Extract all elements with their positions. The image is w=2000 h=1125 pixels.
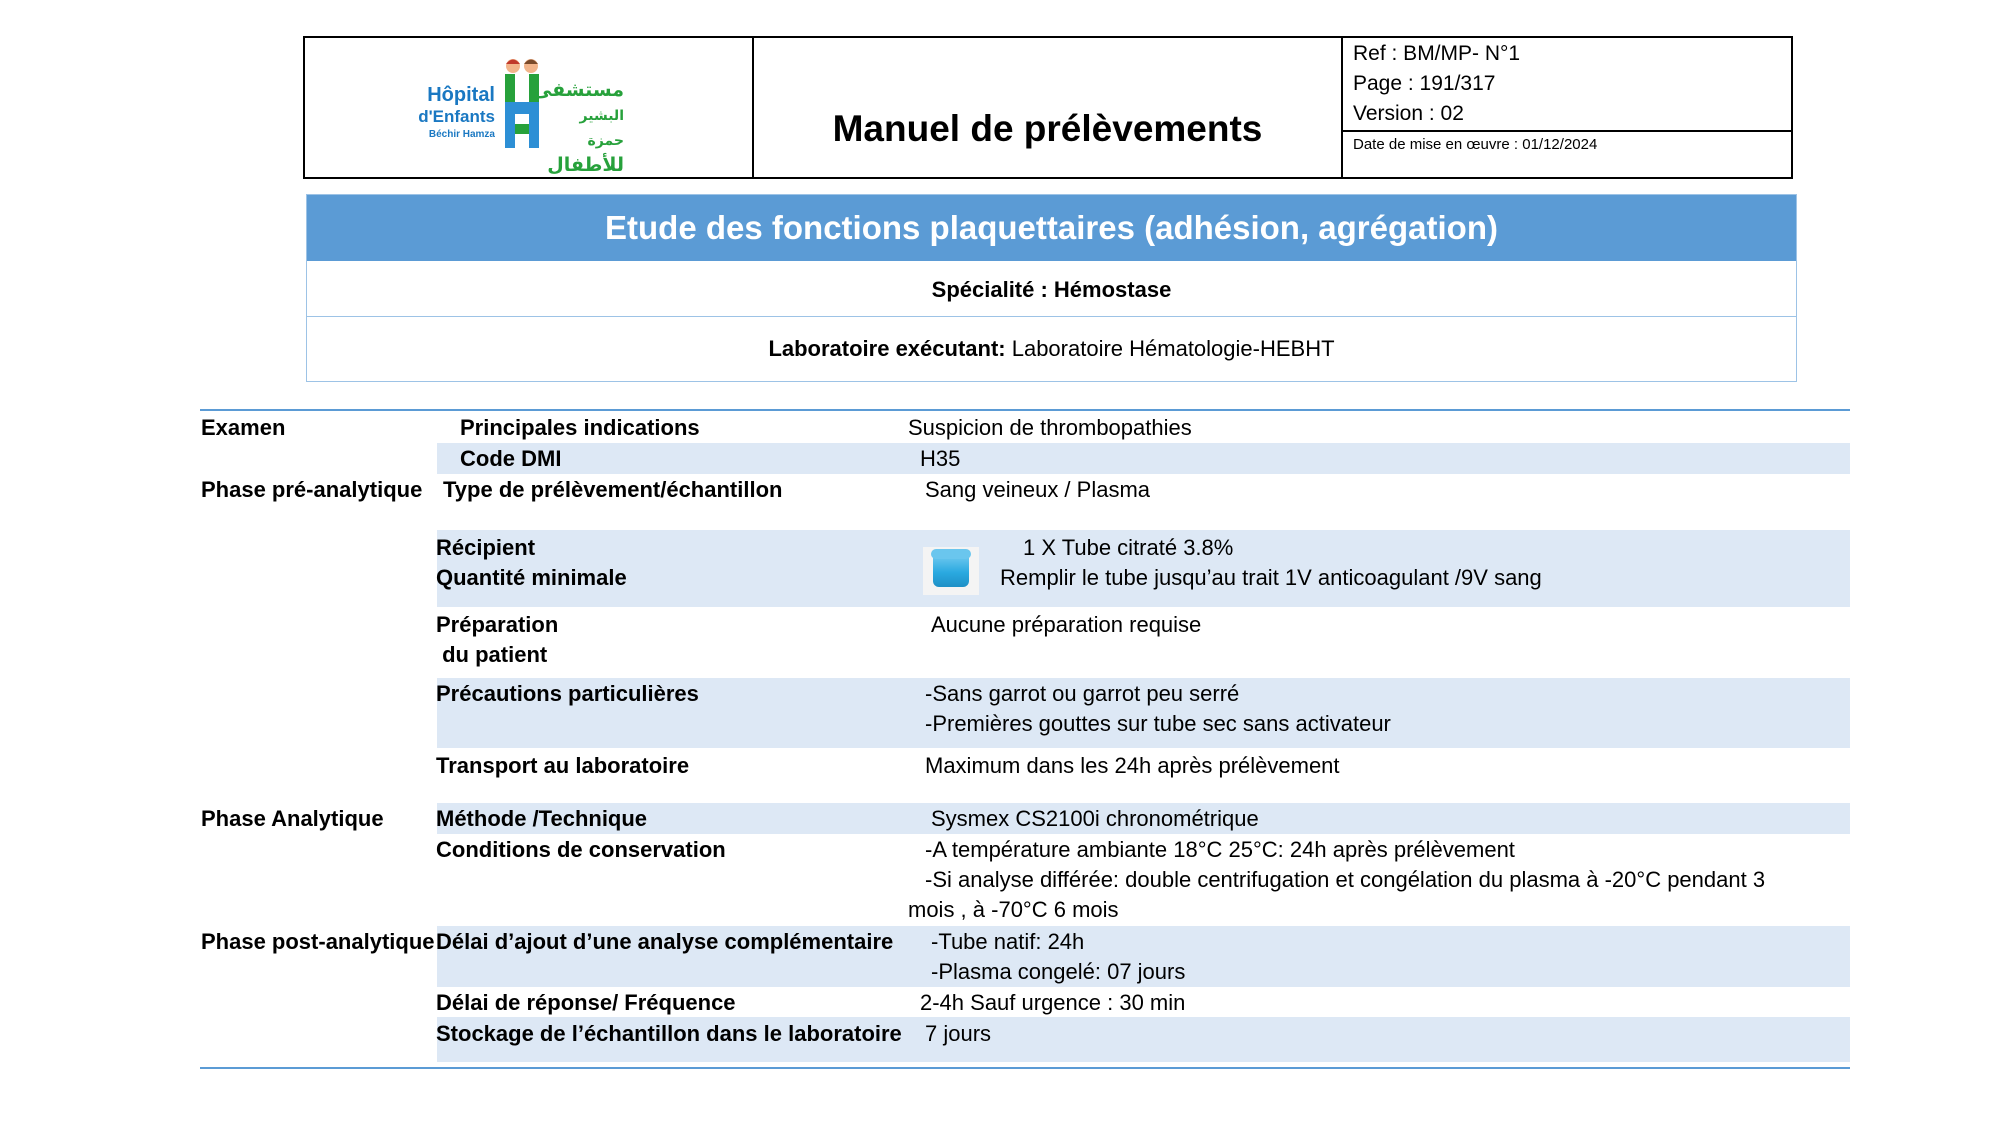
exam-title: Etude des fonctions plaquettaires (adhésion, agrégation) [307, 195, 1796, 261]
value-preparation: Aucune préparation requise [931, 612, 1202, 637]
value-conservation-line3: mois , à -70°C 6 mois [908, 897, 1119, 922]
labo-value: Laboratoire Hématologie-HEBHT [1005, 336, 1335, 361]
ref-number: Ref : BM/MP- N°1 [1353, 42, 1521, 65]
document-header [303, 36, 1793, 179]
value-methode: Sysmex CS2100i chronométrique [931, 806, 1259, 831]
phase-post-analytique: Phase post-analytique [201, 929, 435, 954]
specialite: Spécialité : Hémostase [307, 261, 1796, 317]
value-precautions-line2: -Premières gouttes sur tube sec sans activateur [925, 711, 1391, 736]
logo-ar-line2: البشير حمزة [579, 107, 624, 148]
phase-pre-analytique: Phase pré-analytique [201, 477, 423, 502]
logo-ar-line1: مستشفى [532, 80, 624, 101]
label-delai-ajout: Délai d’ajout d’une analyse complémentaire [436, 929, 894, 954]
page-number: Page : 191/317 [1353, 72, 1496, 95]
citrate-tube-icon [923, 547, 979, 595]
label-quantite: Quantité minimale [436, 565, 627, 590]
document-title: Manuel de prélèvements [832, 108, 1263, 149]
logo-fr-line3: Béchir Hamza [428, 129, 495, 140]
label-preparation-line2: du patient [436, 642, 548, 667]
value-quantite: Remplir le tube jusqu’au trait 1V anticoagulant /9V sang [1000, 565, 1542, 590]
row-band [437, 443, 1850, 474]
hospital-logo [413, 56, 624, 176]
value-type-prelevement: Sang veineux / Plasma [925, 477, 1151, 502]
label-conservation: Conditions de conservation [436, 837, 726, 862]
logo-emblem-icon [499, 56, 545, 156]
label-transport: Transport au laboratoire [436, 753, 690, 778]
value-conservation-line2: -Si analyse différée: double centrifugation et congélation du plasma à -20°C pendant 3 [925, 867, 1766, 892]
label-methode: Méthode /Technique [436, 806, 648, 831]
title-cell [754, 38, 1343, 177]
laboratoire-executant [307, 317, 1796, 381]
label-delai-reponse: Délai de réponse/ Fréquence [436, 990, 736, 1015]
value-stockage: 7 jours [925, 1021, 992, 1046]
meta-cell [1343, 38, 1791, 177]
value-transport: Maximum dans les 24h après prélèvement [925, 753, 1340, 778]
labo-label: Laboratoire exécutant: [768, 336, 1006, 361]
tube-cap-ring [931, 549, 971, 559]
label-recipient: Récipient [436, 535, 536, 560]
label-stockage: Stockage de l’échantillon dans le laboratoire [436, 1021, 902, 1046]
value-code-dmi: H35 [920, 446, 961, 471]
label-preparation-line1: Préparation [436, 612, 559, 637]
value-delai-ajout-line2: -Plasma congelé: 07 jours [931, 959, 1186, 984]
logo-fr-line1: Hôpital [427, 84, 495, 106]
value-delai-reponse: 2-4h Sauf urgence : 30 min [920, 990, 1186, 1015]
logo-fr-line2: d'Enfants [418, 107, 495, 126]
logo-french-name [413, 84, 495, 142]
phase-analytique: Phase Analytique [201, 806, 384, 831]
label-precautions: Précautions particulières [436, 681, 699, 706]
effective-date: Date de mise en œuvre : 01/12/2024 [1353, 136, 1598, 153]
meta-divider [1343, 130, 1791, 132]
label-code-dmi: Code DMI [460, 446, 562, 471]
label-type-prelevement: Type de prélèvement/échantillon [443, 477, 783, 502]
logo-arabic-name [532, 78, 624, 178]
logo-cell [305, 38, 754, 177]
value-conservation-line1: -A température ambiante 18°C 25°C: 24h après prélèvement [925, 837, 1515, 862]
value-delai-ajout-line1: -Tube natif: 24h [931, 929, 1085, 954]
logo-ar-line3: للأطفال [547, 155, 624, 176]
exam-banner [306, 194, 1797, 382]
value-precautions-line1: -Sans garrot ou garrot peu serré [925, 681, 1240, 706]
phase-examen: Examen [201, 415, 286, 440]
value-indications: Suspicion de thrombopathies [908, 415, 1192, 440]
label-indications: Principales indications [460, 415, 700, 440]
version: Version : 02 [1353, 102, 1464, 125]
value-recipient: 1 X Tube citraté 3.8% [1023, 535, 1234, 560]
